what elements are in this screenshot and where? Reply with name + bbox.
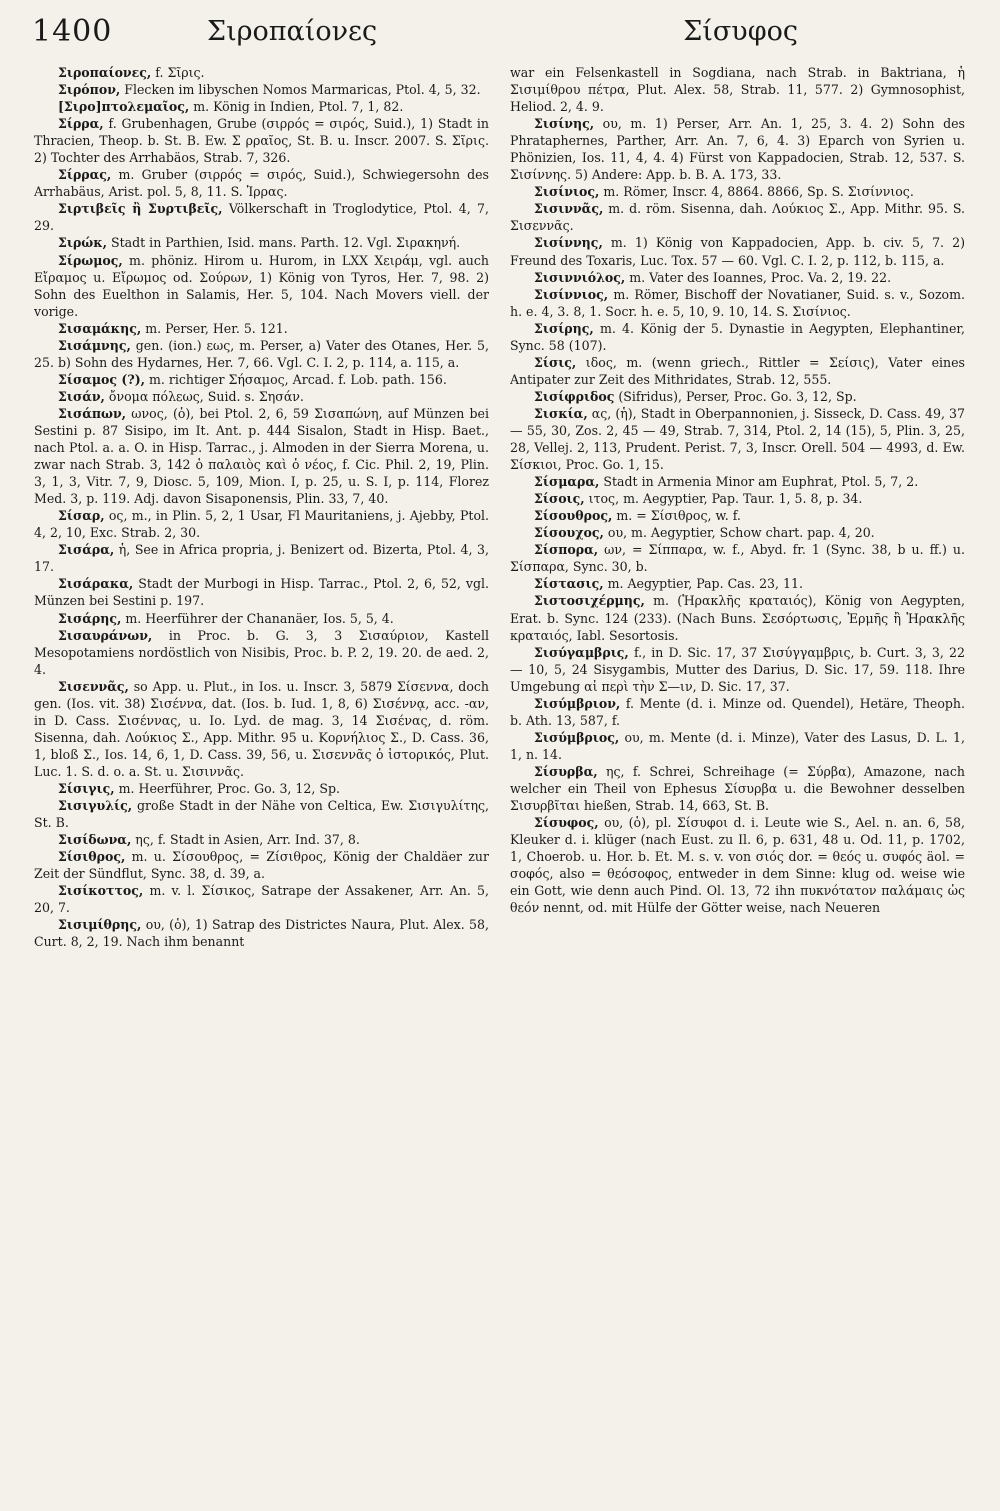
entry-lemma: Σισάν, xyxy=(58,388,105,404)
dictionary-entry xyxy=(510,763,965,814)
entry-lemma: [Σιρο]πτολεμαῖος, xyxy=(58,99,190,115)
entry-text: m. Römer, Bischoff der Novatianer, Suid. s. v., Sozom. h. e. 4, 3. 8, 1. Socr. h. e. 5, 10, 9. 10, 14. S. Σισίνιος. xyxy=(510,286,965,319)
entry-lemma: Σισίνιος, xyxy=(534,184,600,200)
dictionary-entry xyxy=(34,234,489,251)
entry-lemma: Σιρτιβεῖς ἢ Συρτιβεῖς, xyxy=(58,201,223,217)
dictionary-entry xyxy=(34,797,489,831)
entry-lemma: Σιροπαίονες, xyxy=(58,65,152,80)
entry-text: ων, = Σίππαρα, w. f., Abyd. fr. 1 (Sync. 38, b u. ff.) u. Σίσπαρα, Sync. 30, b. xyxy=(510,542,965,575)
entry-text: m. (Ἡρακλῆς κραταιός), König von Aegypten, Erat. b. Sync. 124 (233). (Nach Buns. Σεσόρτωσις, Ἑρμῆς ἢ Ἡρακλῆς κραταιός, Iabl. Sesortosis. xyxy=(510,593,965,643)
entry-text: m. Heerführer der Chananäer, Ios. 5, 5, 4. xyxy=(121,610,394,626)
entry-lemma: Σίσυφος, xyxy=(534,815,599,831)
entry-text: m. Gruber (σιρρός = σιρός, Suid.), Schwiegersohn des Arrhabäus, Arist. pol. 5, 8, 11. S. Ἰρρας. xyxy=(34,167,489,200)
entry-text: ης, f. Schrei, Schreihage (= Σύρβα), Amazone, nach welcher ein Theil von Ephesus Σίσυρβα u. die Bewohner desselben Σισυρβῖται hießen, Strab. 14, 663, St. B. xyxy=(510,763,965,814)
dictionary-entry xyxy=(34,388,489,405)
left-column xyxy=(34,64,489,1504)
entry-lemma: Σίρρας, xyxy=(58,167,112,183)
entry-lemma: Σισιμίθρης, xyxy=(58,917,142,933)
entry-text: ου, m. Mente (d. i. Minze), Vater des Lasus, D. L. 1, 1, n. 14. xyxy=(510,729,965,762)
entry-lemma: Σισίννης, xyxy=(534,235,603,251)
entry-text: m. Perser, Her. 5. 121. xyxy=(141,320,288,336)
entry-text: m. d. röm. Sisenna, dah. Λούκιος Σ., App. Mithr. 95. S. Σισεννᾶς. xyxy=(510,201,965,234)
entry-lemma: Σισύμβριον, xyxy=(534,695,621,711)
entry-text: war ein Felsenkastell in Sogdiana, nach Strab. in Baktriana, ἡ Σισιμίθρου πέτρα, Plut. Alex. 58, Strab. 11, 577. 2) Gymnosophist, Heliod. 2, 4. 9. xyxy=(510,65,965,115)
entry-lemma: Σίσπορα, xyxy=(534,542,599,558)
entry-text: so App. u. Plut., in Ios. u. Inscr. 3, 5879 Σίσεννα, doch gen. (Ios. vit. 38) Σισέννα, dat. (Ios. b. Iud. 1, 8, 6) Σισέννᾳ, acc. -αν, in D. Cass. Σισέννας, u. Io. Lyd. de mag. 3, 14 Σισένας, d. röm. Sisenna, dah. Λούκιος Σ., App. Mithr. 95 u. Κορνήλιος Σ., D. Cass. 36, 1, bloß Σ., Ios. 14, 6, 1, D. Cass. 39, 56, u. Σισεννᾶς ὁ ἱστορικός, Plut. Luc. 1. S. d. o. a. St. u. Σισιννᾶς. xyxy=(34,678,489,779)
entry-lemma: Σισάρης, xyxy=(58,610,122,626)
dictionary-entry xyxy=(510,541,965,575)
entry-text: Stadt in Parthien, Isid. mans. Parth. 12. Vgl. Σιρακηνή. xyxy=(107,235,461,251)
entry-text: ου, (ὁ), pl. Σίσυφοι d. i. Leute wie S., Ael. n. an. 6, 58, Kleuker d. i. klüger (nach Eust. zu Il. 6, p. 631, 48 u. Od. 11, p. 1702, 1, Choerob. u. Hor. b. Et. M. s. v. von σιός dor. = θεός u. συφός äol. = σοφός, also = θεόσοφος, entweder in dem Sinne: klug od. weise wie ein Gott, wie denn auch Pind. Ol. 13, 72 ihn πυκνότατον παλάμαις ὡς θεόν nennt, od. mit Hülfe der Götter weise, nach Neueren xyxy=(510,815,965,916)
dictionary-entry xyxy=(510,200,965,234)
entry-lemma: Σίσουθρος, xyxy=(534,508,613,524)
entry-lemma: Σισιννᾶς, xyxy=(534,201,604,217)
entry-lemma: Σισίφριδος xyxy=(534,388,615,404)
entry-lemma: Σίσυρβα, xyxy=(534,763,598,779)
entry-lemma: Σίσιγις, xyxy=(58,780,115,796)
right-column xyxy=(510,64,965,1504)
entry-text: f. Σῖρις. xyxy=(151,65,205,80)
entry-lemma: Σισάρα, xyxy=(58,542,115,558)
dictionary-entry xyxy=(510,234,965,268)
entry-lemma: Σισκία, xyxy=(534,405,588,421)
entry-lemma: Σισάπων, xyxy=(58,405,127,421)
dictionary-entry xyxy=(510,286,965,320)
entry-text: ου, m. 1) Perser, Arr. An. 1, 25, 3. 4. 2) Sohn des Phrataphernes, Parther, Arr. An. 7, 6, 4. 3) Eparch von Syrien u. Phönizien, Ios. 11, 4, 4. 4) Fürst von Kappadocien, Strab. 12, 537. S. Σισίννης. 5) Andere: App. b. B. A. 173, 33. xyxy=(510,116,965,183)
dictionary-entry xyxy=(510,473,965,490)
entry-text: m. König in Indien, Ptol. 7, 1, 82. xyxy=(189,99,404,115)
entry-lemma: Σίστασις, xyxy=(534,576,604,592)
entry-text: in Proc. b. G. 3, 3 Σισαύριον, Kastell Mesopotamiens nordöstlich von Nisibis, Proc. b. P. 2, 19. 20. de aed. 2, 4. xyxy=(34,627,489,677)
entry-lemma: Σισιννιόλος, xyxy=(534,269,626,285)
dictionary-entry xyxy=(34,916,489,950)
entry-lemma: Σισαυράνων, xyxy=(58,627,153,643)
dictionary-entry xyxy=(34,166,489,200)
entry-lemma: Σίσοις, xyxy=(534,491,585,507)
page-number: 1400 xyxy=(32,14,113,49)
dictionary-entry xyxy=(510,490,965,507)
entry-text: m. Aegyptier, Pap. Cas. 23, 11. xyxy=(603,576,803,592)
entry-text: große Stadt in der Nähe von Celtica, Ew. Σισιγυλίτης, St. B. xyxy=(34,798,489,831)
entry-lemma: Σίσιθρος, xyxy=(58,849,126,865)
dictionary-entry xyxy=(510,575,965,592)
entry-lemma: Σίσμαρα, xyxy=(534,474,600,490)
entry-text: f. Mente (d. i. Minze od. Quendel), Hetäre, Theoph. b. Ath. 13, 587, f. xyxy=(510,695,965,728)
dictionary-entry xyxy=(510,695,965,729)
dictionary-entry xyxy=(34,507,489,541)
entry-lemma: Σισύμβριος, xyxy=(534,729,620,745)
entry-text: f., in D. Sic. 17, 37 Σισύγγαμβρις, b. Curt. 3, 3, 22 — 10, 5, 24 Sisygambis, Mutter des Darius, D. Sic. 17, 59. 118. Ihre Umgebung αἱ περὶ τὴν Σ—ιν, D. Sic. 17, 37. xyxy=(510,644,965,694)
dictionary-entry xyxy=(34,541,489,575)
dictionary-entry xyxy=(34,252,489,320)
dictionary-entry xyxy=(510,644,965,695)
dictionary-entry xyxy=(510,354,965,388)
entry-text: m. Römer, Inscr. 4, 8864. 8866, Sp. S. Σισίννιος. xyxy=(599,184,914,200)
entry-text: ιτος, m. Aegyptier, Pap. Taur. 1, 5. 8, p. 34. xyxy=(584,491,863,507)
entry-lemma: Σίσαμος (?), xyxy=(58,371,146,387)
entry-text: ιδος, m. (wenn griech., Rittler = Σείσις), Vater eines Antipater zur Zeit des Mithridates, Strab. 12, 555. xyxy=(510,354,965,387)
entry-text: (Sifridus), Perser, Proc. Go. 3, 12, Sp. xyxy=(614,388,857,404)
dictionary-entry xyxy=(510,524,965,541)
dictionary-entry xyxy=(34,337,489,371)
dictionary-entry xyxy=(34,780,489,797)
entry-text: Völkerschaft in Troglodytice, Ptol. 4, 7, 29. xyxy=(34,201,489,234)
dictionary-entry xyxy=(510,183,965,200)
entry-text: f. Grubenhagen, Grube (σιρρός = σιρός, Suid.), 1) Stadt in Thracien, Theop. b. St. B. Ew. Σ ρραῖος, St. B. u. Inscr. 2007. S. Σῖρις. 2) Tochter des Arrhabäos, Strab. 7, 326. xyxy=(34,116,489,166)
dictionary-entry xyxy=(34,678,489,780)
entry-text: m. Vater des Ioannes, Proc. Va. 2, 19. 22. xyxy=(625,269,892,285)
dictionary-entry xyxy=(510,388,965,405)
entry-text: Stadt in Armenia Minor am Euphrat, Ptol. 5, 7, 2. xyxy=(599,474,919,490)
entry-lemma: Σισίννιος, xyxy=(534,286,609,302)
dictionary-entry xyxy=(510,115,965,183)
entry-lemma: Σισίκοττος, xyxy=(58,883,144,899)
entry-text: ης, f. Stadt in Asien, Arr. Ind. 37, 8. xyxy=(131,832,360,848)
dictionary-entry xyxy=(34,848,489,882)
dictionary-entry xyxy=(34,81,489,98)
entry-lemma: Σιρόπον, xyxy=(58,82,121,98)
entry-text: m. richtiger Σήσαμος, Arcad. f. Lob. path. 156. xyxy=(145,371,447,387)
entry-text: m. v. l. Σίσικος, Satrape der Assakener, Arr. An. 5, 20, 7. xyxy=(34,883,489,916)
right-running-head: Σίσυφος xyxy=(683,16,798,47)
entry-text: Stadt der Murbogi in Hisp. Tarrac., Ptol. 2, 6, 52, vgl. Münzen bei Sestini p. 197. xyxy=(34,576,489,609)
page-header xyxy=(32,12,968,56)
entry-text: ου, (ὁ), 1) Satrap des Districtes Naura, Plut. Alex. 58, Curt. 8, 2, 19. Nach ihm benannt xyxy=(34,917,489,950)
dictionary-entry xyxy=(34,98,489,115)
dictionary-entry xyxy=(510,814,965,916)
entry-text: m. u. Σίσουθρος, = Ζίσιθρος, König der Chaldäer zur Zeit der Sündflut, Sync. 38, d. 39, a. xyxy=(34,849,489,882)
entry-text: m. Heerführer, Proc. Go. 3, 12, Sp. xyxy=(114,780,340,796)
entry-text: m. phöniz. Hirom u. Hurom, in LXX Χειράμ, vgl. auch Εἴραμος u. Εἴρωμος od. Σούρων, 1) König von Tyros, Her. 7, 98. 2) Sohn des Euelthon in Salamis, Her. 5, 104. Nach Movers viell. der vorige. xyxy=(34,252,489,319)
dictionary-entry xyxy=(34,627,489,678)
dictionary-entry xyxy=(34,575,489,609)
dictionary-entry xyxy=(34,610,489,627)
entry-text: ος, m., in Plin. 5, 2, 1 Usar, Fl Mauritaniens, j. Ajebby, Ptol. 4, 2, 10, Exc. Strab. 2, 30. xyxy=(34,508,489,541)
dictionary-entry xyxy=(34,882,489,916)
dictionary-entry xyxy=(34,405,489,507)
entry-text: Flecken im libyschen Nomos Marmaricas, Ptol. 4, 5, 32. xyxy=(120,82,481,98)
entry-lemma: Σιστοσιχέρμης, xyxy=(534,593,645,609)
entry-lemma: Σισάρακα, xyxy=(58,576,134,592)
entry-lemma: Σίρωμος, xyxy=(58,252,123,268)
entry-text: ας, (ἡ), Stadt in Oberpannonien, j. Sisseck, D. Cass. 49, 37 — 55, 30, Zos. 2, 45 — 49, Strab. 7, 314, Ptol. 2, 14 (15), 5, Plin. 3, 25, 28, Vellej. 2, 113, Prudent. Perist. 7, 3, Inscr. Orell. 504 — 4993, d. Ew. Σίσκιοι, Proc. Go. 1, 15. xyxy=(510,405,965,473)
dictionary-entry xyxy=(34,320,489,337)
entry-text: ὄνομα πόλεως, Suid. s. Σησάν. xyxy=(104,388,304,404)
dictionary-entry xyxy=(510,64,965,115)
entry-lemma: Σισεννᾶς, xyxy=(58,678,129,694)
dictionary-entry xyxy=(34,371,489,388)
dictionary-entry xyxy=(34,831,489,848)
dictionary-entry xyxy=(510,592,965,643)
dictionary-entry xyxy=(34,115,489,166)
dictionary-entry xyxy=(510,507,965,524)
entry-lemma: Σισιγυλίς, xyxy=(58,798,133,814)
entry-text: m. = Σίσιθρος, w. f. xyxy=(612,508,741,524)
dictionary-entry xyxy=(510,320,965,354)
entry-text: gen. (ion.) εως, m. Perser, a) Vater des Otanes, Her. 5, 25. b) Sohn des Hydarnes, Her. 7, 66. Vgl. C. I. 2, p. 114, a. 115, a. xyxy=(34,337,489,370)
entry-lemma: Σισάμνης, xyxy=(58,337,131,353)
entry-text: ἡ, See in Africa propria, j. Benizert od. Bizerta, Ptol. 4, 3, 17. xyxy=(34,542,489,575)
entry-lemma: Σίσουχος, xyxy=(534,525,604,541)
entry-lemma: Σισύγαμβρις, xyxy=(534,644,629,660)
entry-text: ωνος, (ὁ), bei Ptol. 2, 6, 59 Σισαπώνη, auf Münzen bei Sestini p. 87 Sisipo, im It. Ant. p. 444 Sisalon, Stadt in Hisp. Baet., nach Ptol. a. a. O. in Hisp. Tarrac., j. Almoden in der Sierra Morena, u. zwar nach Strab. 3, 142 ὁ παλαιὸς καὶ ὁ νέος, f. Cic. Phil. 2, 19, Plin. 3, 1, 3, Vitr. 7, 9, Diosc. 5, 109, Mion. I, p. 25, u. S. I, p. 114, Florez Med. 3, p. 119. Adj. davon Sisaponensis, Plin. 33, 7, 40. xyxy=(34,405,489,507)
entry-lemma: Σίσαρ, xyxy=(58,508,105,524)
entry-lemma: Σιρώκ, xyxy=(58,235,108,251)
entry-text: m. 4. König der 5. Dynastie in Aegypten, Elephantiner, Sync. 58 (107). xyxy=(510,320,965,353)
dictionary-entry xyxy=(34,200,489,234)
dictionary-entry xyxy=(510,729,965,763)
entry-lemma: Σίρρα, xyxy=(58,116,104,132)
entry-lemma: Σισίρης, xyxy=(534,320,594,336)
dictionary-entry xyxy=(510,269,965,286)
dictionary-entry xyxy=(34,64,489,81)
dictionary-entry xyxy=(510,405,965,473)
entry-text: m. 1) König von Kappadocien, App. b. civ. 5, 7. 2) Freund des Toxaris, Luc. Tox. 57 — 60. Vgl. C. I. 2, p. 112, b. 115, a. xyxy=(510,235,965,268)
left-running-head: Σιροπαίονες xyxy=(207,16,378,47)
entry-lemma: Σισίνης, xyxy=(534,116,595,132)
entry-lemma: Σισαμάκης, xyxy=(58,320,142,336)
entry-text: ου, m. Aegyptier, Schow chart. pap. 4, 20. xyxy=(603,525,875,541)
entry-lemma: Σισίδωνα, xyxy=(58,832,132,848)
entry-lemma: Σίσις, xyxy=(534,354,577,370)
